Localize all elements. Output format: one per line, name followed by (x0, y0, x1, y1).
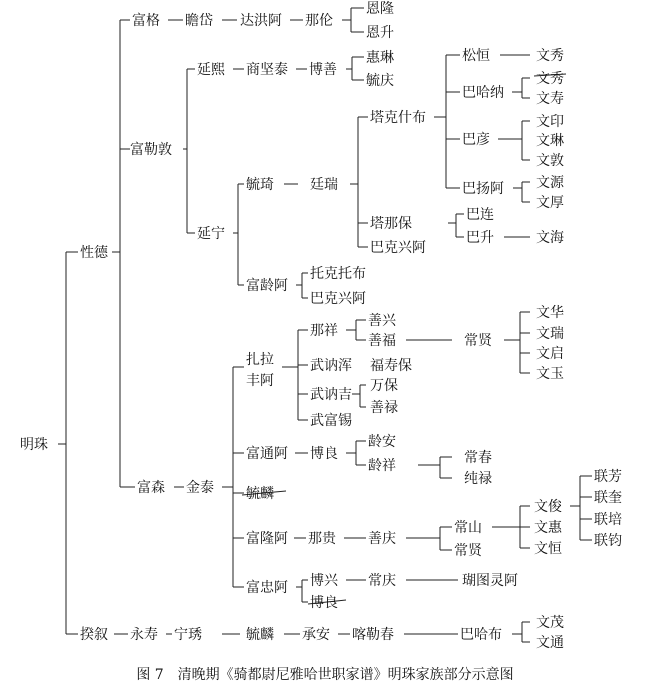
node-changqing: 常庆 (368, 573, 396, 589)
node-wenhui: 文惠 (534, 520, 562, 536)
node-huilin: 惠琳 (366, 50, 394, 66)
node-fulonga: 富隆阿 (246, 531, 288, 547)
node-chunlu: 纯禄 (464, 471, 492, 487)
node-wenrui: 文瑞 (536, 326, 564, 342)
node-ningxiu: 宁琇 (174, 627, 202, 643)
node-bakexinga2: 巴克兴阿 (310, 291, 366, 307)
node-tuoketuobu: 托克托布 (310, 266, 366, 282)
node-wunahun: 武讷浑 (310, 358, 352, 374)
node-boliang2-struck: 博良 (310, 595, 338, 611)
node-wenyin: 文印 (536, 114, 564, 130)
node-tanabao: 塔那保 (370, 216, 412, 232)
strikethrough-marks (242, 74, 566, 604)
node-wendun: 文敦 (536, 153, 564, 169)
node-wenmao: 文茂 (536, 615, 564, 631)
node-wenxiu1: 文秀 (536, 48, 564, 64)
node-wenyu: 文玉 (536, 366, 564, 382)
node-dahonga: 达洪阿 (240, 13, 282, 29)
node-liankui: 联奎 (594, 490, 622, 506)
node-yuqi: 毓琦 (246, 177, 274, 193)
node-wenheng: 文恒 (534, 541, 562, 557)
node-nagui: 那贵 (308, 531, 336, 547)
tree-nodes (20, 1, 622, 651)
node-wunaji: 武讷吉 (310, 387, 352, 403)
node-chengan: 承安 (302, 627, 330, 643)
node-mingzhu: 明珠 (20, 437, 48, 453)
node-fuledun: 富勒敦 (130, 142, 172, 158)
node-wanbao: 万保 (370, 378, 398, 394)
node-wenqi: 文启 (536, 346, 564, 362)
node-lianjun: 联钧 (594, 533, 622, 549)
node-yanxi: 延熙 (197, 62, 225, 78)
node-takeshibu: 塔克什布 (370, 110, 426, 126)
node-boxing: 博兴 (310, 573, 338, 589)
node-shanfu: 善福 (368, 333, 396, 349)
node-shanlu: 善禄 (370, 400, 398, 416)
node-zhalafenga-line1: 扎拉 (246, 352, 274, 368)
node-wufuxi: 武富锡 (310, 413, 352, 429)
node-enlong: 恩隆 (366, 1, 394, 17)
node-wenshou: 文寿 (536, 91, 564, 107)
node-wenlin: 文琳 (536, 133, 564, 149)
node-songheng: 松恒 (462, 48, 490, 64)
node-yanning: 延宁 (197, 226, 225, 242)
node-ensheng: 恩升 (366, 25, 394, 41)
node-wenxiu2-struck: 文秀 (536, 71, 564, 87)
node-boshan: 博善 (309, 62, 337, 78)
node-jintai: 金泰 (186, 480, 214, 496)
node-wenyuan: 文源 (536, 175, 564, 191)
node-changxian1: 常贤 (464, 333, 492, 349)
node-kuixu: 揆叙 (80, 627, 108, 643)
node-fuge: 富格 (132, 13, 160, 29)
node-bayanga: 巴扬阿 (462, 181, 504, 197)
node-kalechun: 喀勒春 (352, 627, 394, 643)
node-fulinga: 富龄阿 (246, 278, 288, 294)
node-yuqing1: 毓庆 (366, 73, 394, 89)
node-wenjun: 文俊 (534, 499, 562, 515)
node-lingxiang: 龄祥 (368, 458, 396, 474)
node-fuzhonga: 富忠阿 (246, 580, 288, 596)
node-yulin1-struck: 毓麟 (246, 486, 274, 502)
node-changchun: 常春 (464, 450, 492, 466)
node-wentong: 文通 (536, 635, 564, 651)
node-changshan: 常山 (454, 520, 482, 536)
node-wenhou: 文厚 (536, 195, 564, 211)
node-zhalafenga-line2: 丰阿 (246, 373, 274, 389)
node-zhandai: 瞻岱 (185, 13, 213, 29)
node-fusen: 富森 (137, 480, 165, 496)
node-yulin2: 毓麟 (246, 627, 274, 643)
node-balian: 巴连 (466, 207, 494, 223)
node-lingan: 龄安 (368, 434, 396, 450)
node-bakexinga1: 巴克兴阿 (370, 240, 426, 256)
node-lianpei: 联培 (594, 512, 622, 528)
node-bahabu: 巴哈布 (460, 627, 502, 643)
node-yongshou: 永寿 (130, 627, 158, 643)
node-shanxing: 善兴 (368, 313, 396, 329)
node-futonga: 富通阿 (246, 446, 288, 462)
node-lianfang: 联芳 (594, 469, 622, 485)
node-wenhai: 文海 (536, 230, 564, 246)
node-shangjiantai: 商坚泰 (246, 62, 288, 78)
node-bayan: 巴彦 (462, 132, 490, 148)
node-shanqing: 善庆 (368, 531, 396, 547)
node-nalun: 那伦 (305, 13, 333, 29)
node-changxian2: 常贤 (454, 543, 482, 559)
node-fushoubao: 福寿保 (370, 358, 412, 374)
node-basheng: 巴升 (466, 230, 494, 246)
node-xingde: 性德 (80, 245, 108, 261)
node-naxiang: 那祥 (310, 323, 338, 339)
figure-caption: 图 7 清晚期《骑都尉尼雅哈世职家谱》明珠家族部分示意图 (136, 667, 514, 683)
node-bahana: 巴哈纳 (462, 85, 504, 101)
node-hutulinga: 瑚图灵阿 (462, 573, 518, 589)
node-boliang1: 博良 (310, 446, 338, 462)
node-tingrui: 廷瑞 (310, 177, 338, 193)
node-wenhua: 文华 (536, 305, 564, 321)
